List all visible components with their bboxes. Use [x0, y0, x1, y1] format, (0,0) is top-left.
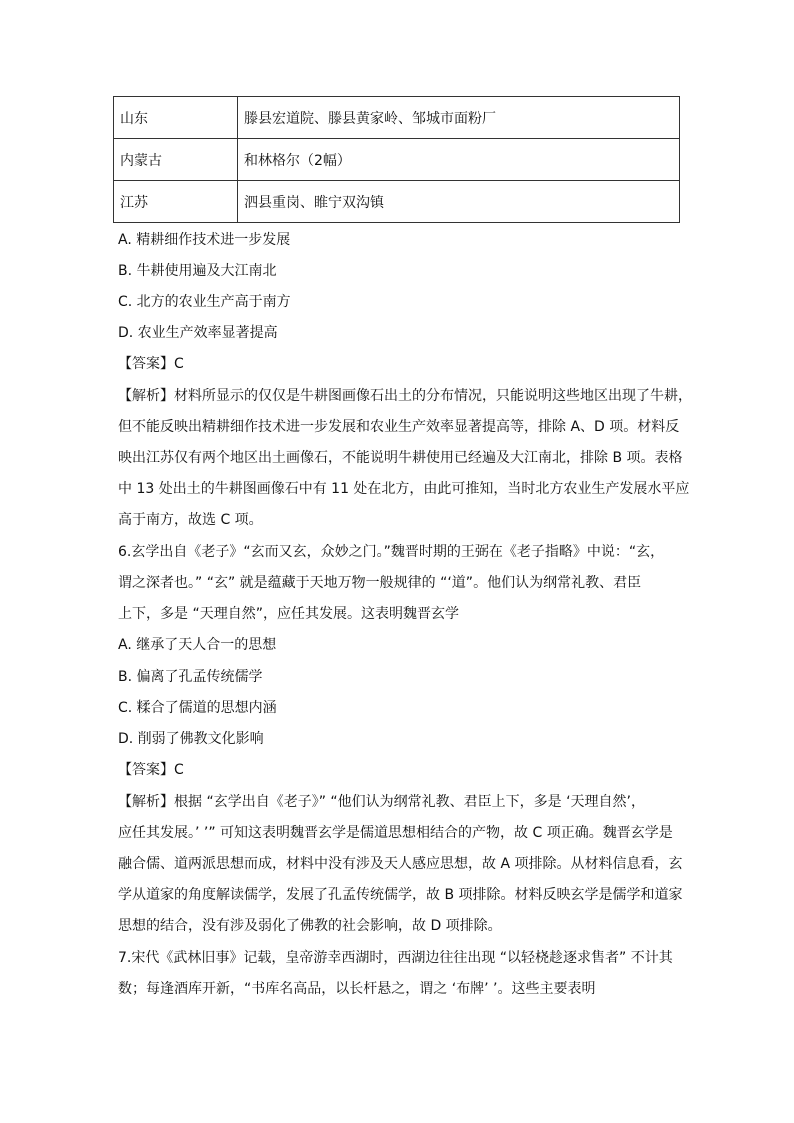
q7-stem-line: 数；每逢酒库开新，“书库名高品，以长杆悬之，谓之 ‘布牌’ ’。这些主要表明 [118, 981, 596, 997]
q5-option-a: A. 精耕细作技术进一步发展 [118, 232, 291, 248]
table-cell-region: 江苏 [114, 181, 238, 223]
q5-analysis-line: 映出江苏仅有两个地区出土画像石，不能说明牛耕使用已经遍及大江南北，排除 B 项。表格 [118, 450, 683, 466]
q5-option-c: C. 北方的农业生产高于南方 [118, 294, 291, 310]
q6-analysis-line: 应任其发展。’ ’” 可知这表明魏晋玄学是儒道思想相结合的产物，故 C 项正确。魏晋玄学是 [118, 825, 673, 841]
q5-answer: 【答案】C [118, 356, 184, 372]
table-cell-sites: 泗县重岗、睢宁双沟镇 [238, 181, 680, 223]
q5-option-b: B. 牛耕使用遍及大江南北 [118, 263, 277, 279]
q6-option-c: C. 糅合了儒道的思想内涵 [118, 700, 277, 716]
q6-option-a: A. 继承了天人合一的思想 [118, 637, 277, 653]
table-row [114, 139, 680, 181]
table-row [114, 97, 680, 139]
q5-option-d: D. 农业生产效率显著提高 [118, 325, 278, 341]
q6-option-d: D. 削弱了佛教文化影响 [118, 731, 264, 747]
q5-analysis-line: 高于南方，故选 C 项。 [118, 512, 263, 528]
q6-answer: 【答案】C [118, 762, 184, 778]
ox-plough-site-table [113, 96, 680, 223]
q6-analysis-line: 【解析】根据 “玄学出自《老子》” “他们认为纲常礼教、君臣上下，多是 ‘天理自然’， [118, 794, 646, 810]
q5-analysis-line: 但不能反映出精耕细作技术进一步发展和农业生产效率显著提高等，排除 A、D 项。材料反 [118, 419, 680, 435]
q6-stem-line: 谓之深者也。” “玄” 就是蕴藏于天地万物一般规律的 “‘道”。他们认为纲常礼教、君臣 [118, 575, 642, 591]
table-cell-sites: 和林格尔（2幅） [238, 139, 680, 181]
table-cell-region: 山东 [114, 97, 238, 139]
q6-analysis-line: 融合儒、道两派思想而成，材料中没有涉及天人感应思想，故 A 项排除。从材料信息看，玄 [118, 856, 683, 872]
table-row [114, 181, 680, 223]
q6-option-b: B. 偏离了孔孟传统儒学 [118, 669, 263, 685]
q5-analysis-line: 中 13 处出土的牛耕图画像石中有 11 处在北方，由此可推知，当时北方农业生产发展水平应 [118, 481, 690, 497]
q6-analysis-line: 学从道家的角度解读儒学，发展了孔孟传统儒学，故 B 项排除。材料反映玄学是儒学和道家 [118, 887, 683, 903]
q6-stem-line: 上下，多是 “天理自然”，应任其发展。这表明魏晋玄学 [118, 606, 459, 622]
q7-stem-line: 7.宋代《武林旧事》记载，皇帝游幸西湖时，西湖边往往出现 “以轻桡趁逐求售者” 不计其 [118, 950, 673, 966]
table-cell-sites: 滕县宏道院、滕县黄家岭、邹城市面粉厂 [238, 97, 680, 139]
q6-stem-line: 6.玄学出自《老子》“玄而又玄，众妙之门。”魏晋时期的王弼在《老子指略》中说：“玄， [118, 544, 665, 560]
q6-analysis-line: 思想的结合，没有涉及弱化了佛教的社会影响，故 D 项排除。 [118, 918, 502, 934]
table-cell-region: 内蒙古 [114, 139, 238, 181]
q5-analysis-line: 【解析】材料所显示的仅仅是牛耕图画像石出土的分布情况，只能说明这些地区出现了牛耕， [118, 388, 692, 404]
